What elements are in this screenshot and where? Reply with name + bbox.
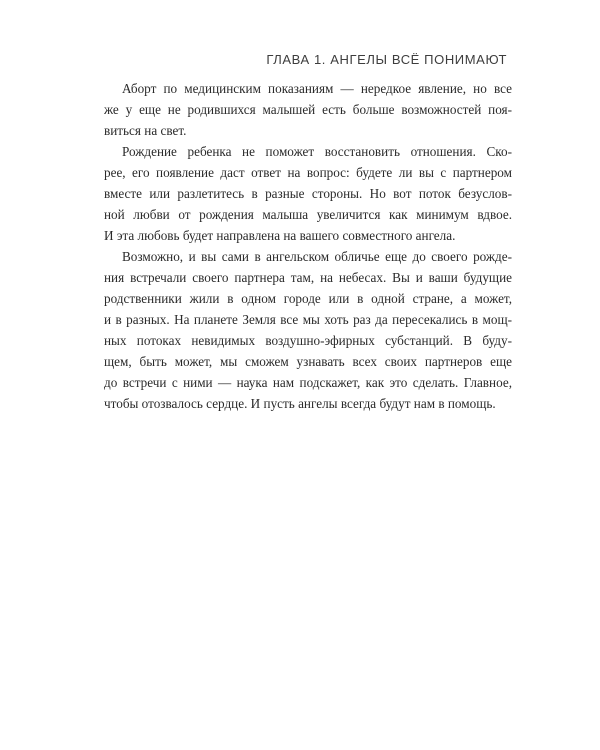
paragraph-3 — [104, 246, 512, 414]
text-line: виться на свет. — [104, 123, 187, 138]
body-text — [104, 78, 512, 414]
text-line: до встречи с ними — наука нам подскажет, как это сделать. Главное, — [104, 375, 512, 390]
text-line: И эта любовь будет направлена на вашего совместного ангела. — [104, 228, 456, 243]
text-line: Аборт по медицинским показаниям — нередкое явление, но все — [122, 81, 512, 96]
text-line: Рождение ребенка не поможет восстановить отношения. Ско- — [122, 144, 512, 159]
text-line: чтобы отозвалось сердце. И пусть ангелы всегда будут нам в помощь. — [104, 396, 496, 411]
paragraph-2 — [104, 141, 512, 246]
text-line: Возможно, и вы сами в ангельском обличье еще до своего рожде- — [122, 249, 512, 264]
text-line: щем, быть может, мы сможем узнавать всех своих партнеров еще — [104, 354, 512, 369]
text-line: рее, его появление даст ответ на вопрос: будете ли вы с партнером — [104, 165, 512, 180]
text-line: и в разных. На планете Земля все мы хоть раз да пересекались в мощ- — [104, 312, 512, 327]
text-line: вместе или разлетитесь в разные стороны. Но вот поток безуслов- — [104, 186, 512, 201]
running-header-chapter-title: ГЛАВА 1. АНГЕЛЫ ВСЁ ПОНИМАЮТ — [266, 52, 507, 67]
paragraph-1 — [104, 78, 512, 141]
text-line: ния встречали своего партнера там, на небесах. Вы и ваши будущие — [104, 270, 512, 285]
text-line: ной любви от рождения малыша увеличится как минимум вдвое. — [104, 207, 512, 222]
text-line: ных потоках невидимых воздушно-эфирных субстанций. В буду- — [104, 333, 512, 348]
text-line: же у еще не родившихся малышей есть больше возможностей поя- — [104, 102, 512, 117]
text-line: родственники жили в одном городе или в одной стране, а может, — [104, 291, 512, 306]
